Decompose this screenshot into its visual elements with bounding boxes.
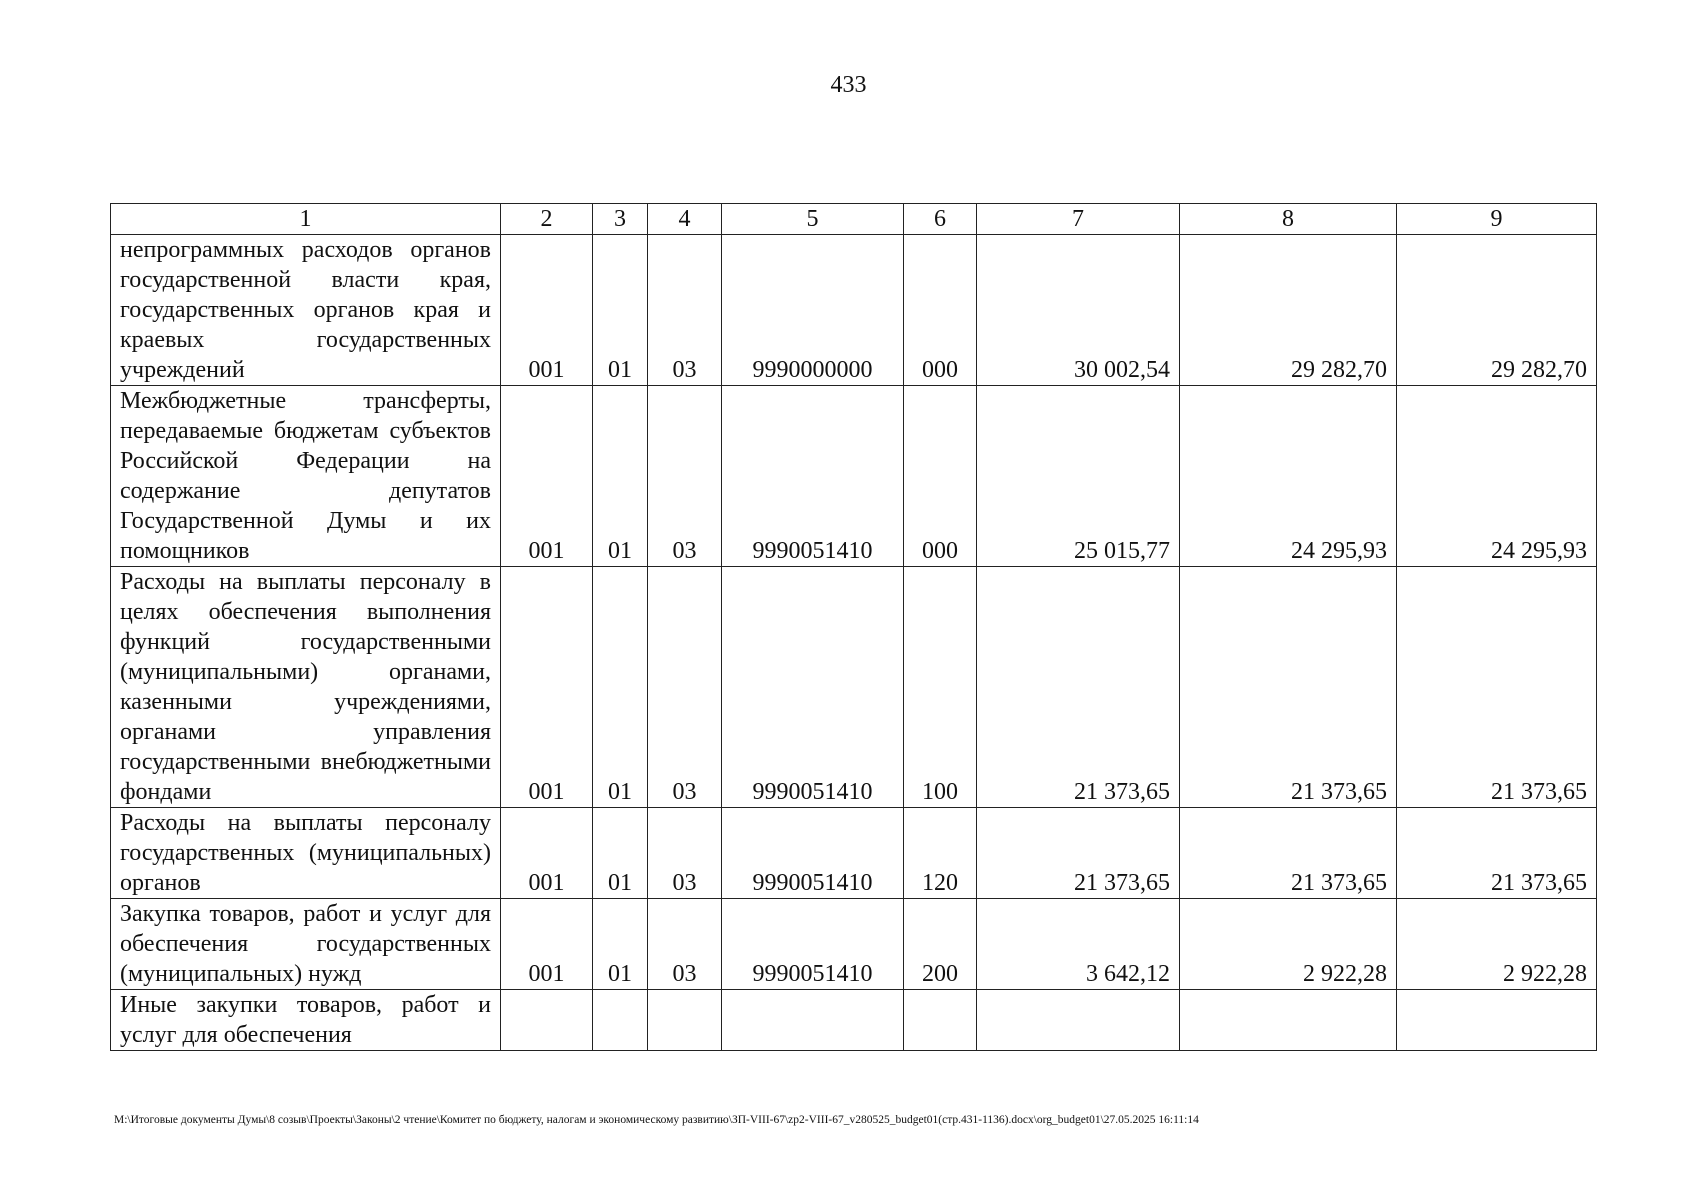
table-row	[111, 235, 1597, 386]
row-code-5: 9990051410	[722, 567, 904, 808]
footer-file-path: M:\Итоговые документы Думы\8 созыв\Проекты\Законы\2 чтение\Комитет по бюджету, налогам и экономическому развитию\ЗП-VIII-67\zp2-VIII-67_v280525_budget01(стр.431-1136).docx\org_budget01\27.05.2025 16:11:14	[114, 1114, 1199, 1126]
header-cell: 1	[111, 204, 501, 235]
row-amount-9: 24 295,93	[1397, 386, 1597, 567]
header-cell: 2	[501, 204, 593, 235]
row-name: Расходы на выплаты персоналу государственных (муниципальных) органов	[111, 808, 501, 899]
page-number: 433	[830, 72, 867, 98]
row-code-4: 03	[648, 899, 722, 990]
budget-table	[110, 203, 1597, 1051]
row-code-4: 03	[648, 386, 722, 567]
table-row	[111, 899, 1597, 990]
row-code-4: 03	[648, 567, 722, 808]
row-code-3: 01	[593, 808, 648, 899]
row-code-4: 03	[648, 808, 722, 899]
row-name: Расходы на выплаты персоналу в целях обеспечения выполнения функций государственными (муниципальными) органами, казенными учреждениями, органами управления государственными внебюджетными фондами	[111, 567, 501, 808]
header-cell: 4	[648, 204, 722, 235]
row-amount-9: 21 373,65	[1397, 567, 1597, 808]
row-code-2	[501, 990, 593, 1051]
row-amount-7	[977, 990, 1180, 1051]
row-code-2: 001	[501, 567, 593, 808]
row-amount-9	[1397, 990, 1597, 1051]
row-code-5: 9990051410	[722, 808, 904, 899]
table-row	[111, 808, 1597, 899]
row-code-6: 100	[904, 567, 977, 808]
header-cell: 7	[977, 204, 1180, 235]
row-name: Закупка товаров, работ и услуг для обеспечения государственных (муниципальных) нужд	[111, 899, 501, 990]
row-code-2: 001	[501, 386, 593, 567]
row-amount-7: 30 002,54	[977, 235, 1180, 386]
row-amount-8: 2 922,28	[1180, 899, 1397, 990]
row-code-4	[648, 990, 722, 1051]
header-cell: 6	[904, 204, 977, 235]
row-amount-8	[1180, 990, 1397, 1051]
row-name: Иные закупки товаров, работ и услуг для обеспечения	[111, 990, 501, 1051]
row-code-6: 120	[904, 808, 977, 899]
row-code-5: 9990051410	[722, 899, 904, 990]
row-code-6	[904, 990, 977, 1051]
row-code-6: 000	[904, 386, 977, 567]
row-code-6: 200	[904, 899, 977, 990]
row-amount-8: 29 282,70	[1180, 235, 1397, 386]
row-amount-9: 2 922,28	[1397, 899, 1597, 990]
row-code-3	[593, 990, 648, 1051]
row-amount-9: 21 373,65	[1397, 808, 1597, 899]
row-amount-8: 24 295,93	[1180, 386, 1397, 567]
row-code-3: 01	[593, 386, 648, 567]
row-amount-7: 3 642,12	[977, 899, 1180, 990]
row-code-4: 03	[648, 235, 722, 386]
row-code-3: 01	[593, 567, 648, 808]
header-cell: 8	[1180, 204, 1397, 235]
row-amount-7: 21 373,65	[977, 567, 1180, 808]
header-cell: 5	[722, 204, 904, 235]
row-amount-7: 21 373,65	[977, 808, 1180, 899]
row-code-2: 001	[501, 808, 593, 899]
row-code-3: 01	[593, 235, 648, 386]
row-code-2: 001	[501, 899, 593, 990]
row-code-3: 01	[593, 899, 648, 990]
table-row	[111, 386, 1597, 567]
row-code-5: 9990051410	[722, 386, 904, 567]
table-row	[111, 990, 1597, 1051]
row-name: Межбюджетные трансферты, передаваемые бюджетам субъектов Российской Федерации на содержание депутатов Государственной Думы и их помощников	[111, 386, 501, 567]
header-cell: 3	[593, 204, 648, 235]
row-amount-9: 29 282,70	[1397, 235, 1597, 386]
header-cell: 9	[1397, 204, 1597, 235]
row-amount-8: 21 373,65	[1180, 808, 1397, 899]
table-header-row	[111, 204, 1597, 235]
table-row	[111, 567, 1597, 808]
row-code-2: 001	[501, 235, 593, 386]
row-code-5: 9990000000	[722, 235, 904, 386]
row-amount-7: 25 015,77	[977, 386, 1180, 567]
row-code-5	[722, 990, 904, 1051]
row-amount-8: 21 373,65	[1180, 567, 1397, 808]
row-name: непрограммных расходов органов государственной власти края, государственных органов края и краевых государственных учреждений	[111, 235, 501, 386]
row-code-6: 000	[904, 235, 977, 386]
